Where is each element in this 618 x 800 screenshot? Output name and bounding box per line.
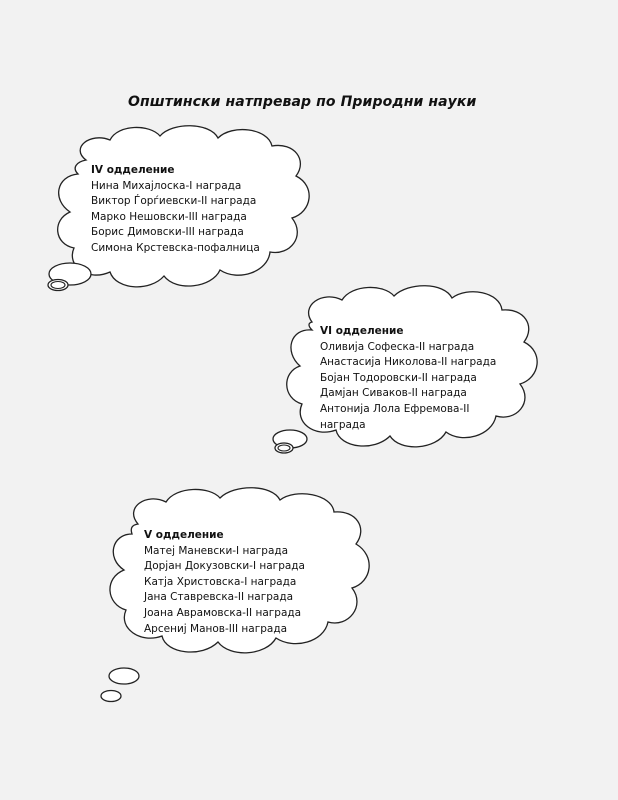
group-vi	[320, 324, 496, 433]
list-item: Јоана Аврамовска-II награда	[144, 606, 302, 619]
list-item: Дорјан Докузовски-I награда	[144, 560, 305, 573]
list-item: Јана Ставревска-II награда	[144, 591, 294, 604]
group-heading: VI одделение	[320, 325, 404, 337]
list-item: Нина Михајлоска-I награда	[91, 179, 242, 192]
list-item: Катја Христовска-I награда	[144, 575, 297, 588]
group-heading: IV одделение	[91, 164, 175, 176]
group-v	[144, 528, 305, 637]
page-title: Општински натпревар по Природни науки	[128, 94, 477, 110]
list-item: Марко Нешовски-III награда	[91, 210, 247, 223]
list-item: награда	[320, 418, 366, 431]
list-item: Борис Димовски-III награда	[91, 226, 244, 239]
list-item: Арсениј Манов-III награда	[144, 622, 288, 635]
list-item: Анастасија Николова-II награда	[320, 356, 497, 369]
thought-bubble-small	[101, 691, 121, 702]
list-item: Бојан Тодоровски-II награда	[320, 371, 477, 384]
list-item: Матеј Маневски-I награда	[144, 544, 289, 557]
list-item: Симона Крстевска-пофалница	[91, 241, 260, 254]
list-item: Виктор Ѓорѓиевски-II награда	[91, 195, 257, 208]
group-iv	[91, 163, 260, 257]
list-item: Оливија Софеска-II награда	[320, 340, 475, 353]
thought-bubble-large	[109, 668, 139, 684]
list-item: Дамјан Сиваков-II награда	[320, 387, 467, 400]
group-heading: V одделение	[144, 529, 224, 541]
list-item: Антонија Лола Ефремова-II	[320, 402, 470, 415]
